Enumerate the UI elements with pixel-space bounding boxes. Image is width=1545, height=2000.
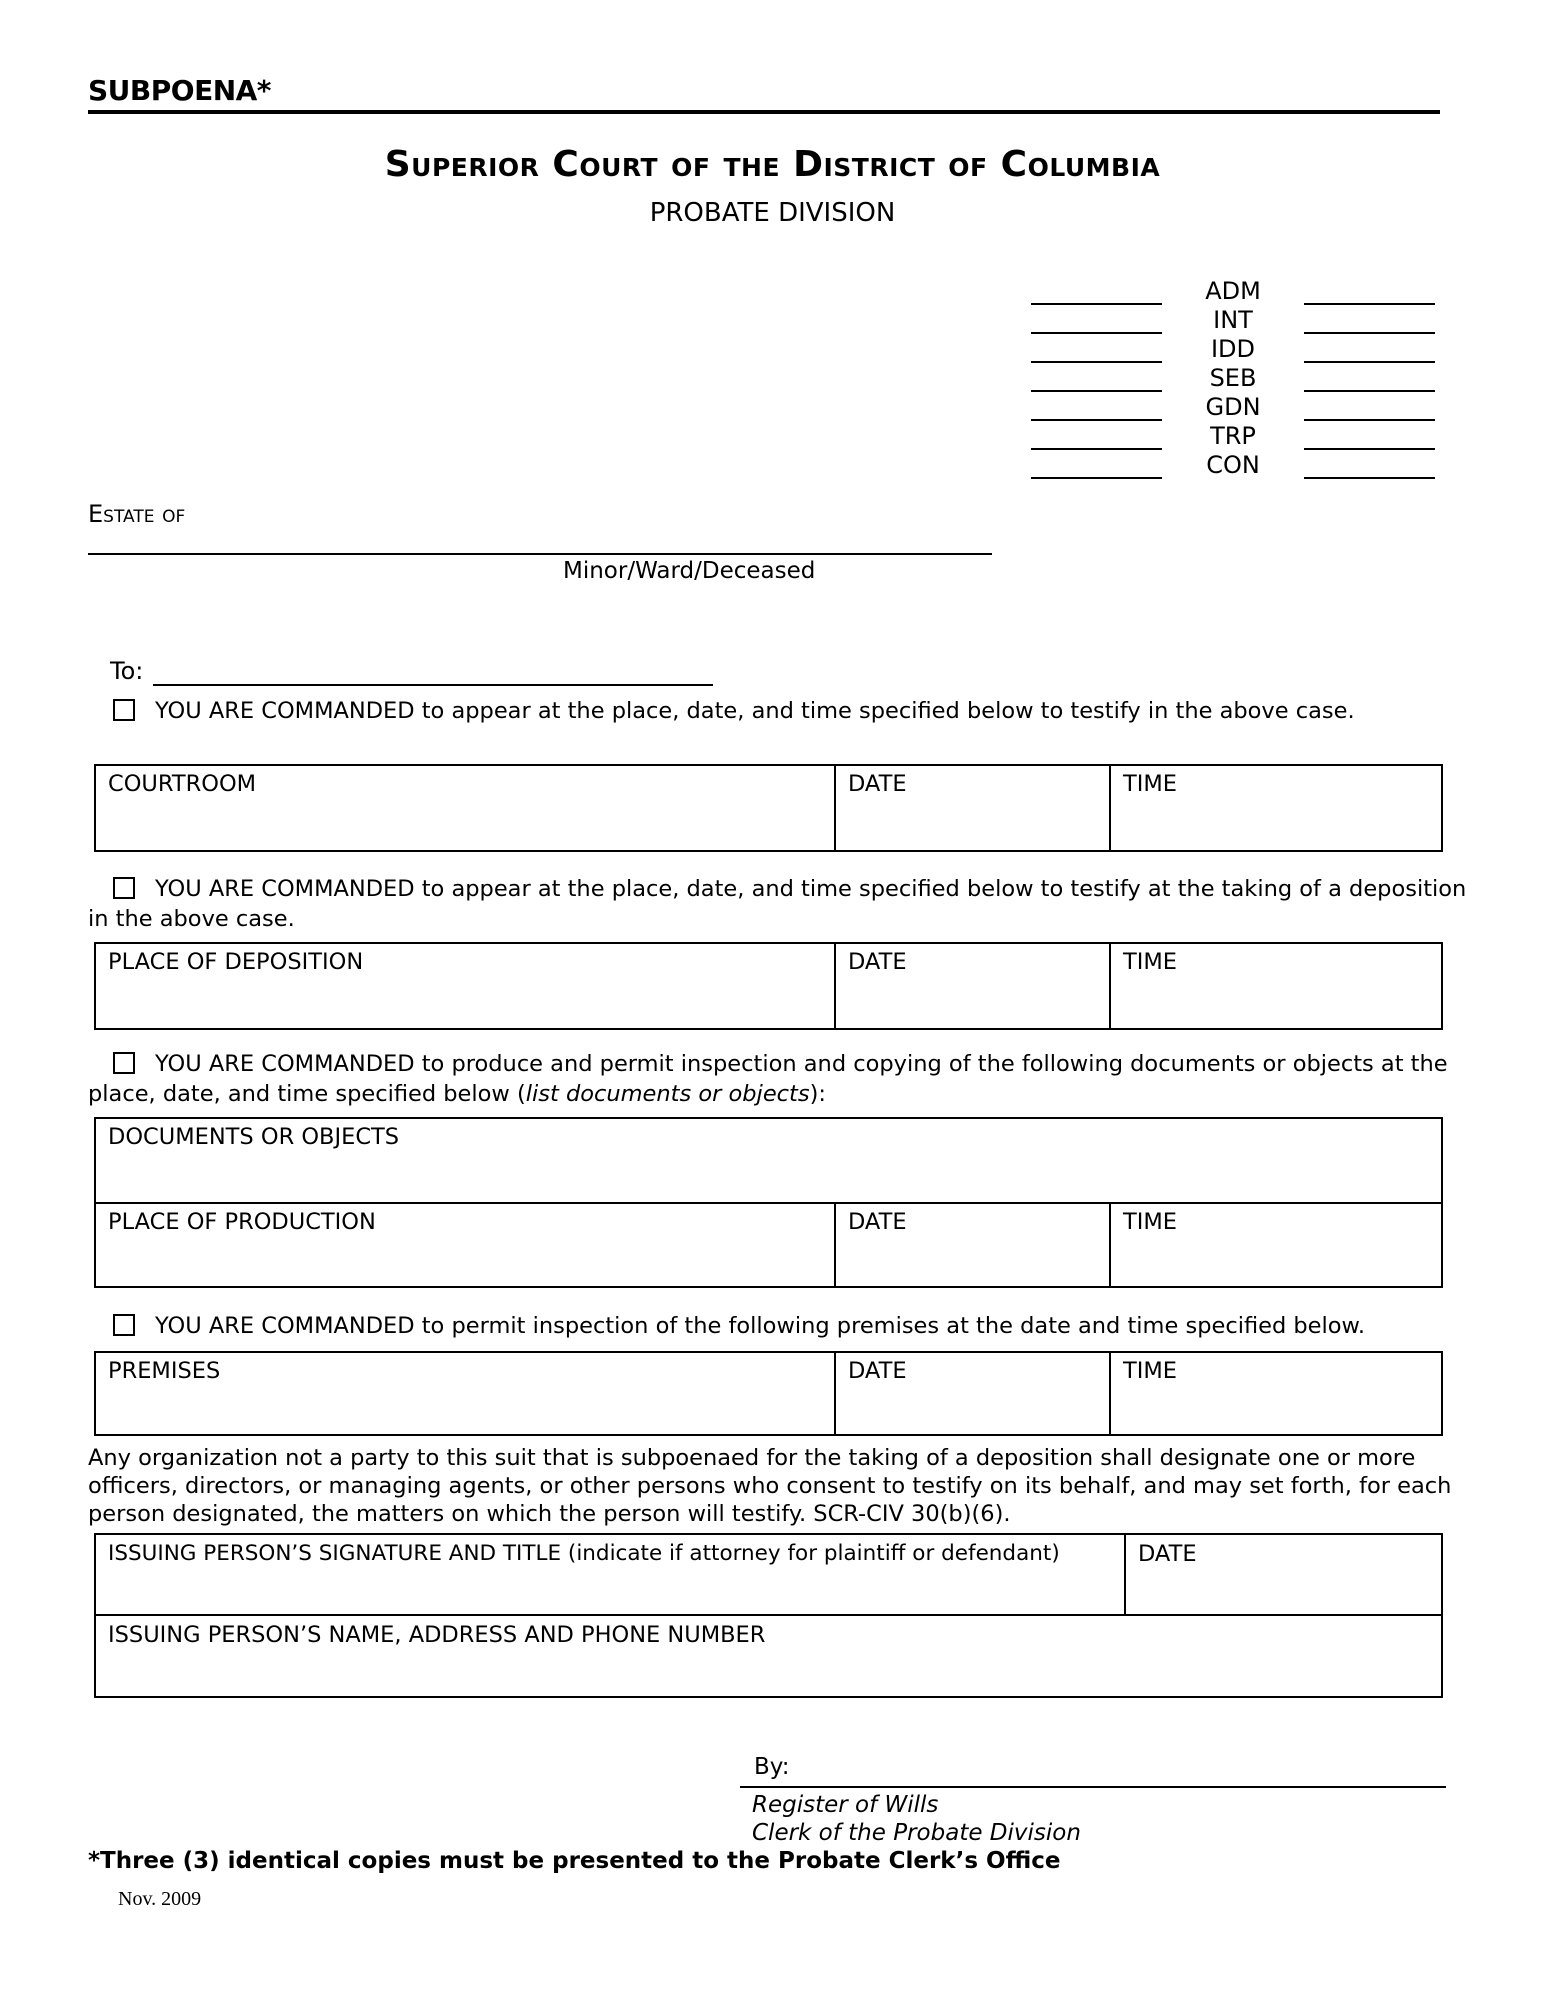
case-code-row (1031, 305, 1435, 334)
subpoena-label: SUBPOENA* (88, 74, 271, 107)
table-row (96, 944, 1441, 1028)
command-premises (88, 1311, 1468, 1341)
case-code-right-line[interactable] (1304, 423, 1435, 450)
courtroom-table (94, 764, 1443, 852)
revision-date: Nov. 2009 (118, 1888, 202, 1910)
case-code-left-line[interactable] (1031, 394, 1162, 421)
time-label: TIME (1123, 1358, 1178, 1384)
courtroom-cell[interactable] (96, 766, 834, 850)
division-subtitle: PROBATE DIVISION (649, 198, 896, 228)
command-produce-documents (88, 1049, 1468, 1109)
case-code-label: ADM (1205, 277, 1261, 305)
appear-testify-checkbox[interactable] (113, 699, 135, 721)
command-text: YOU ARE COMMANDED to appear at the place, date, and time specified below to testify in the above case. (155, 698, 1355, 724)
premises-checkbox[interactable] (113, 1314, 135, 1336)
case-code-right-line[interactable] (1304, 336, 1435, 363)
to-label: To: (110, 657, 144, 685)
case-code-row (1031, 421, 1435, 450)
command-text-italic: list documents or objects (525, 1081, 810, 1107)
case-code-label: INT (1213, 306, 1253, 334)
command-text: ): (809, 1081, 826, 1107)
date-label: DATE (848, 949, 907, 975)
clerk-of-probate-label: Clerk of the Probate Division (752, 1820, 1081, 1846)
organization-note: Any organization not a party to this suit that is subpoenaed for the taking of a deposition shall designate one or more officers, directors, or managing agents, or other persons who consent to testify on its behalf, and may set forth, for each person designated, the matters on which the person will testify. SCR-CIV 30(b)(6). (88, 1445, 1452, 1527)
issuing-name-label: ISSUING PERSON’S NAME, ADDRESS AND PHONE NUMBER (108, 1622, 766, 1648)
issuing-person-table (94, 1533, 1443, 1698)
courtroom-label: COURTROOM (108, 771, 257, 797)
case-code-left-line[interactable] (1031, 423, 1162, 450)
case-code-label: IDD (1210, 335, 1256, 363)
case-code-right-line[interactable] (1304, 452, 1435, 479)
copies-note: *Three (3) identical copies must be presented to the Probate Clerk’s Office (88, 1848, 1061, 1874)
case-code-label: GDN (1205, 393, 1261, 421)
documents-or-objects-label: DOCUMENTS OR OBJECTS (108, 1124, 400, 1150)
produce-documents-checkbox[interactable] (113, 1052, 135, 1074)
deposition-checkbox[interactable] (113, 877, 135, 899)
issuing-signature-cell[interactable] (96, 1535, 1124, 1614)
command-text: YOU ARE COMMANDED to permit inspection of the following premises at the date and time specified below. (155, 1313, 1366, 1339)
place-of-production-label: PLACE OF PRODUCTION (108, 1209, 376, 1235)
case-code-left-line[interactable] (1031, 452, 1162, 479)
command-deposition (88, 874, 1468, 934)
time-cell[interactable] (1109, 766, 1441, 850)
place-of-deposition-label: PLACE OF DEPOSITION (108, 949, 364, 975)
production-table (94, 1117, 1443, 1288)
issuing-name-cell[interactable] (96, 1616, 1441, 1696)
time-cell[interactable] (1109, 944, 1441, 1028)
case-code-left-line[interactable] (1031, 307, 1162, 334)
case-code-right-line[interactable] (1304, 394, 1435, 421)
header-rule (88, 110, 1440, 114)
case-code-right-line[interactable] (1304, 365, 1435, 392)
time-label: TIME (1123, 1209, 1178, 1235)
issuing-date-cell[interactable] (1124, 1535, 1441, 1614)
deposition-table (94, 942, 1443, 1030)
date-cell[interactable] (834, 944, 1109, 1028)
table-row (96, 1535, 1441, 1614)
time-cell[interactable] (1109, 1353, 1441, 1434)
estate-name-line[interactable] (88, 553, 992, 555)
table-row (96, 1119, 1441, 1202)
command-text: YOU ARE COMMANDED to appear at the place, date, and time specified below to testify at the taking of a deposition in the above case. (88, 876, 1467, 932)
date-cell[interactable] (834, 1204, 1109, 1286)
date-label: DATE (848, 1358, 907, 1384)
case-type-code-block (1031, 276, 1435, 479)
case-code-right-line[interactable] (1304, 307, 1435, 334)
date-cell[interactable] (834, 766, 1109, 850)
premises-table (94, 1351, 1443, 1436)
case-code-label: SEB (1209, 364, 1257, 392)
by-label: By: (754, 1754, 790, 1780)
case-code-row (1031, 450, 1435, 479)
date-cell[interactable] (834, 1353, 1109, 1434)
to-row (110, 656, 713, 686)
table-row (96, 766, 1441, 850)
case-code-right-line[interactable] (1304, 278, 1435, 305)
by-signature-line[interactable] (740, 1752, 1446, 1788)
command-text: YOU ARE COMMANDED to produce and permit inspection and copying of the following documents or objects at the place, date, and time specified below ( (88, 1051, 1448, 1107)
estate-of-label: Estate of (88, 500, 186, 528)
time-label: TIME (1123, 949, 1178, 975)
case-code-label: TRP (1210, 422, 1256, 450)
register-of-wills-label: Register of Wills (752, 1792, 939, 1818)
date-label: DATE (848, 771, 907, 797)
table-row (96, 1202, 1441, 1286)
court-title: Superior Court of the District of Columbia (384, 144, 1161, 185)
issuing-signature-label: ISSUING PERSON’S SIGNATURE AND TITLE (indicate if attorney for plaintiff or defendant) (108, 1541, 1060, 1566)
documents-or-objects-cell[interactable] (96, 1119, 1441, 1202)
command-appear-testify (88, 696, 1468, 726)
to-fill-line[interactable] (153, 658, 713, 686)
case-code-row (1031, 363, 1435, 392)
case-code-left-line[interactable] (1031, 336, 1162, 363)
place-of-deposition-cell[interactable] (96, 944, 834, 1028)
date-label: DATE (1138, 1541, 1197, 1567)
date-label: DATE (848, 1209, 907, 1235)
table-row (96, 1614, 1441, 1696)
premises-label: PREMISES (108, 1358, 221, 1384)
place-of-production-cell[interactable] (96, 1204, 834, 1286)
case-code-row (1031, 334, 1435, 363)
case-code-left-line[interactable] (1031, 278, 1162, 305)
case-code-left-line[interactable] (1031, 365, 1162, 392)
case-code-row (1031, 392, 1435, 421)
case-code-label: CON (1206, 451, 1260, 479)
premises-cell[interactable] (96, 1353, 834, 1434)
case-code-row (1031, 276, 1435, 305)
estate-line-caption: Minor/Ward/Deceased (563, 558, 816, 584)
time-cell[interactable] (1109, 1204, 1441, 1286)
time-label: TIME (1123, 771, 1178, 797)
table-row (96, 1353, 1441, 1434)
